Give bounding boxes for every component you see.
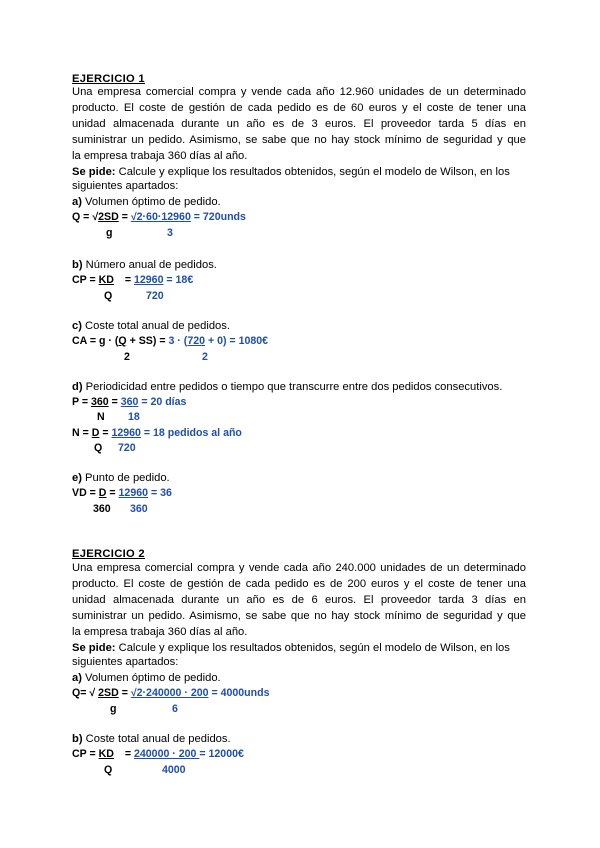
ej1-c-label: c) <box>72 320 82 332</box>
exercise-2-line-5: la empresa trabaja 360 días al año. <box>72 626 248 638</box>
exercise-2-line-3: unidad almacenada durante un año es de 6 euros. El proveedor tarda 3 días en <box>72 594 526 606</box>
f-result: + 0) = 1080€ <box>205 335 269 347</box>
f-part: = <box>121 274 134 286</box>
exercise-2-title: EJERCICIO 2 <box>72 548 145 560</box>
ej1-b-den-2: 720 <box>146 290 164 302</box>
ej1-a-label: a) <box>72 196 82 208</box>
ej1-c-den-2: 2 <box>202 351 208 363</box>
ej1-b-label: b) <box>72 259 83 271</box>
f-value-num: 720 <box>187 335 205 347</box>
f-result: = 36 <box>148 487 172 499</box>
ej1-c-formula <box>72 335 268 348</box>
f-value-num: √2·60·12960 <box>130 211 191 223</box>
ej2-a-label: a) <box>72 672 82 684</box>
ej1-a-den-2: 3 <box>167 227 173 239</box>
ej1-e-label: e) <box>72 472 82 484</box>
se-pide-label: Se pide: <box>72 642 116 654</box>
f-part: Q= √ <box>72 687 99 699</box>
ej2-b-den-2: 4000 <box>162 764 186 776</box>
exercise-1-line-1: Una empresa comercial compra y vende cada año 12.960 unidades de un determinado <box>72 86 526 98</box>
ej1-d-heading <box>72 381 502 394</box>
f-result: = 18 pedidos al año <box>140 427 242 439</box>
f-value-num: 240000 · 200 <box>134 748 200 760</box>
f-num: D <box>91 427 100 439</box>
ej1-e-den-2: 360 <box>130 503 148 515</box>
f-num: KD <box>98 748 114 760</box>
exercise-2-se-pide <box>72 642 510 655</box>
ej2-b-formula <box>72 748 244 761</box>
f-part: N = <box>72 427 92 439</box>
se-pide-text: Calcule y explique los resultados obtenidos, según el modelo de Wilson, en los <box>115 166 510 178</box>
ej2-a-heading <box>72 672 221 685</box>
f-value-num: 12960 <box>111 427 141 439</box>
f-num: D <box>98 487 107 499</box>
exercise-1-se-pide <box>72 166 510 179</box>
f-part: = <box>106 487 119 499</box>
f-part: = <box>108 396 121 408</box>
ej1-a-heading <box>72 196 221 209</box>
f-value-num: √2·240000 · 200 <box>130 687 209 699</box>
f-value-num: 12960 <box>134 274 164 286</box>
f-part: CP = <box>72 748 99 760</box>
f-part: = <box>99 427 112 439</box>
f-num: KD <box>98 274 114 286</box>
exercise-1-se-pide-2: siguientes apartados: <box>72 180 179 192</box>
f-part: = <box>118 211 131 223</box>
ej1-d-den-3: Q <box>94 442 103 454</box>
ej1-a-text: Volumen óptimo de pedido. <box>81 196 221 208</box>
f-part: CP = <box>72 274 99 286</box>
exercise-1-line-4: suministrar un pedido. Asimismo, se sabe que no hay stock mínimo de seguridad y que <box>72 134 526 146</box>
f-value-num: 360 <box>120 396 139 408</box>
ej1-b-den-1: Q <box>104 290 113 302</box>
f-part: + SS) = <box>126 335 169 347</box>
f-result: = 18€ <box>163 274 194 286</box>
f-result: = 4000unds <box>208 687 270 699</box>
exercise-2-se-pide-2: siguientes apartados: <box>72 656 179 668</box>
ej1-e-den-1: 360 <box>93 503 111 515</box>
ej2-a-den-2: 6 <box>172 703 178 715</box>
ej1-b-formula <box>72 274 193 287</box>
ej1-c-text: Coste total anual de pedidos. <box>81 320 230 332</box>
f-num: 360 <box>90 396 109 408</box>
ej1-d-den-2: 18 <box>128 411 140 423</box>
ej1-d-den-1: N <box>97 411 105 423</box>
f-result: = 20 días <box>138 396 187 408</box>
ej2-b-label: b) <box>72 733 83 745</box>
ej1-e-heading <box>72 472 170 485</box>
f-result: = 720unds <box>190 211 246 223</box>
exercise-1-line-2: producto. El coste de gestión de cada pedido es de 60 euros y el coste de tener una <box>72 102 526 114</box>
f-part: Q = √ <box>72 211 99 223</box>
se-pide-label: Se pide: <box>72 166 116 178</box>
f-value-num: 12960 <box>118 487 148 499</box>
ej1-d-label: d) <box>72 381 83 393</box>
f-part: CA = g · ( <box>72 335 119 347</box>
f-value: 3 · ( <box>168 335 188 347</box>
f-result: = 12000€ <box>199 748 244 760</box>
ej2-b-heading <box>72 733 231 746</box>
f-part: VD = <box>72 487 99 499</box>
f-num: 2SD <box>98 211 119 223</box>
f-part: P = <box>72 396 91 408</box>
exercise-2-line-1: Una empresa comercial compra y vende cada año 240.000 unidades de un determinado <box>72 562 526 574</box>
ej1-d-formula-2 <box>72 427 242 440</box>
ej2-a-formula <box>72 687 269 700</box>
ej1-d-den-4: 720 <box>118 442 136 454</box>
f-num: Q <box>118 335 127 347</box>
ej1-a-formula <box>72 211 246 224</box>
se-pide-text: Calcule y explique los resultados obtenidos, según el modelo de Wilson, en los <box>115 642 510 654</box>
ej1-c-den-1: 2 <box>124 351 130 363</box>
f-part: = <box>121 748 134 760</box>
exercise-1-title: EJERCICIO 1 <box>72 73 145 85</box>
ej1-c-heading <box>72 320 230 333</box>
f-part: = <box>118 687 131 699</box>
exercise-1-line-3: unidad almacenada durante un año es de 3 euros. El proveedor tarda 5 días en <box>72 118 526 130</box>
ej2-b-text: Coste total anual de pedidos. <box>82 733 231 745</box>
f-num: 2SD <box>98 687 119 699</box>
ej1-d-text: Periodicidad entre pedidos o tiempo que transcurre entre dos pedidos consecutivos. <box>82 381 503 393</box>
exercise-1-line-5: la empresa trabaja 360 días al año. <box>72 150 248 162</box>
ej1-a-den-1: g <box>106 227 113 239</box>
ej2-b-den-1: Q <box>104 764 113 776</box>
exercise-2-line-2: producto. El coste de gestión de cada pedido es de 200 euros y el coste de tener una <box>72 578 526 590</box>
ej2-a-den-1: g <box>110 703 117 715</box>
ej1-b-text: Número anual de pedidos. <box>82 259 217 271</box>
ej2-a-text: Volumen óptimo de pedido. <box>81 672 221 684</box>
ej1-b-heading <box>72 259 217 272</box>
exercise-2-line-4: suministrar un pedido. Asimismo, se sabe que no hay stock mínimo de seguridad y que <box>72 610 526 622</box>
ej1-d-formula-1 <box>72 396 186 409</box>
ej1-e-text: Punto de pedido. <box>81 472 170 484</box>
ej1-e-formula <box>72 487 172 500</box>
